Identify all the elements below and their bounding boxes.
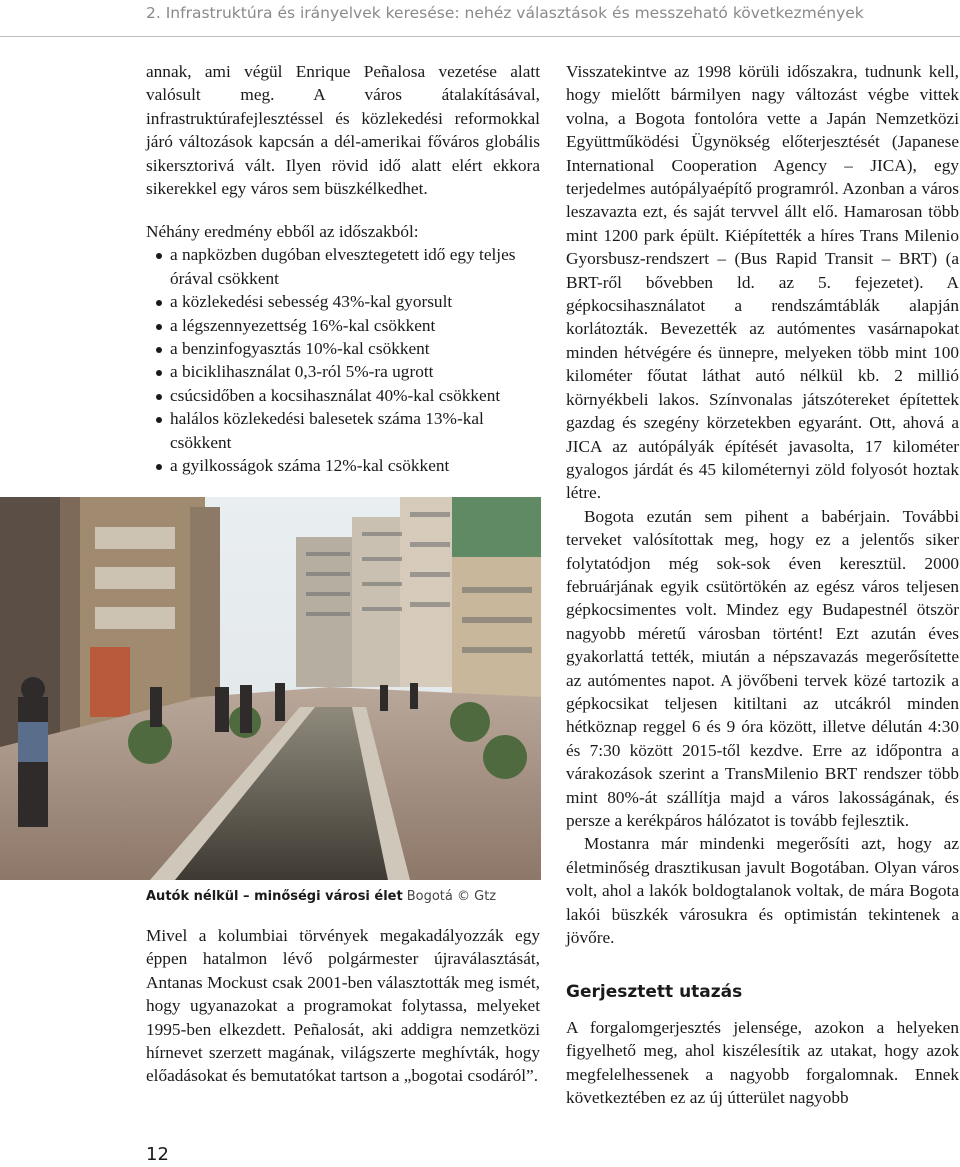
right-column-body [566,60,959,949]
list-item: halálos közlekedési balesetek száma 13%-kal csökkent [146,407,540,454]
caption-title: Autók nélkül – minőségi városi élet [146,889,403,904]
after-photo-block [146,924,540,1088]
running-head: 2. Infrastruktúra és irányelvek keresése: nehéz választások és messzeható következmények [146,4,864,22]
section-paragraph: A forgalomgerjesztés jelensége, azokon a helyeken figyelhető meg, ahol kiszélesítik az utakat, hogy azok megfelelhessenek a nagyobb forgalomnak. Ennek következtében ez az új útterület nagyobb [566,1018,959,1108]
list-item: a benzinfogyasztás 10%-kal csökkent [146,337,540,360]
body-paragraph: Bogota ezután sem pihent a babérjain. További terveket valósítottak meg, hogy ez a jelentős siker folytatódjon még sok-sok éven keresztül. 2000 februárjának egyik csütörtökén az egész város teljesen gépkocsimentes volt. Mindez egy Budapestnél ötször nagyobb méretű városban történt! Ezt azután éves gyakorlattá tették, miután a népszavazás megerősítette az autómentes napot. A jövőbeni tervek közé tartozik a gépkocsikat teljesen kitiltani az utcákról minden hétköznap reggel 6 és 9 óra között, illetve délután 4:30 és 7:30 között 2015-től kezdve. Erre az időpontra a várakozások szerint a TransMilenio BRT rendszer több mint 80%-át szállítja majd a város lakosságának, és persze a kerékpáros hálózatot is tovább fejlesztik. [566,506,959,830]
results-block [146,220,540,477]
header-divider [0,36,960,37]
after-paragraph: Mivel a kolumbiai törvények megakadályozzák egy éppen hatalmon lévő polgármester újraválasztását, Antanas Mockust csak 2001-ben választották meg ismét, hogy ugyanazokat a programokat folytassa, melyeket 1995-ben elkezdett. Peñalosát, aki addigra nemzetközi hírnevet szerzett magának, világszerte meghívták, hogy előadásokat és bemutatókat tartson a „bogotai csodáról”. [146,926,540,1086]
body-paragraph: Visszatekintve az 1998 körüli időszakra, tudnunk kell, hogy mielőtt bármilyen nagy változást végbe vittek volna, a Bogota fontolóra vette a Japán Nemzetközi Együttműködési Ügynökség előterjesztését (Japanese International Cooperation Agency – JICA), egy terjedelmes autópályaépítő programról. Azonban a város leszavazta ezt, és saját tervvel állt elő. Hamarosan több mint 1200 park épült. Kiépítették a híres Trans Milenio Gyorsbusz-rendszert – (Bus Rapid Transit – BRT) (a BRT-ről bővebben ld. az 5. fejezetet). A gépkocsihasználatot a rendszámtáblák alapján korlátozták. Bevezették az autómentes vasárnapokat minden hétvégére és ünnepre, melyeken több mint 100 kilométer főutat láthat autó nélkül kb. 2 millió környékbeli lakos. Színvonalas játszótereket építettek gazdag és szegény körzetekben egyaránt. Ott, ahová a JICA az autópályák építését javasolta, 17 kilométer gyalogos járdát és 45 kilométernyi zöld folyosót hoztak létre. [566,62,959,503]
list-item: a légszennyezettség 16%-kal csökkent [146,314,540,337]
street-photo-illustration [0,497,541,880]
page-number: 12 [146,1144,169,1165]
list-item: csúcsidőben a kocsihasználat 40%-kal csökkent [146,384,540,407]
results-intro: Néhány eredmény ebből az időszakból: [146,222,419,241]
section-heading: Gerjesztett utazás [566,982,743,1002]
list-item: a biciklihasználat 0,3-ról 5%-ra ugrott [146,360,540,383]
street-photo [0,497,541,880]
list-item: a gyilkosságok száma 12%-kal csökkent [146,454,540,477]
photo-caption [146,889,546,904]
list-item: a napközben dugóban elvesztegetett idő egy teljes órával csökkent [146,243,540,290]
body-paragraph: Mostanra már mindenki megerősíti azt, hogy az életminőség drasztikusan javult Bogotában. Olyan város volt, ahol a lakók boldogtalanok voltak, de mára Bogota lakói büszkék városukra és optimistán tekintenek a jövőre. [566,834,959,948]
list-item: a közlekedési sebesség 43%-kal gyorsult [146,290,540,313]
intro-paragraph: annak, ami végül Enrique Peñalosa vezetése alatt valósult meg. A város átalakításával, infrastruktúrafejlesztéssel és közlekedési reformokkal járó változások kapcsán a dél-amerikai főváros globális sikersztorivá vált. Ilyen rövid idő alatt elért ekkora sikerekkel egy város sem büszkélkedhet. [146,62,540,199]
caption-credit: Bogotá © Gtz [406,889,497,904]
intro-paragraph-block [146,60,540,200]
induced-travel-block [566,1016,959,1110]
results-list [146,243,540,477]
